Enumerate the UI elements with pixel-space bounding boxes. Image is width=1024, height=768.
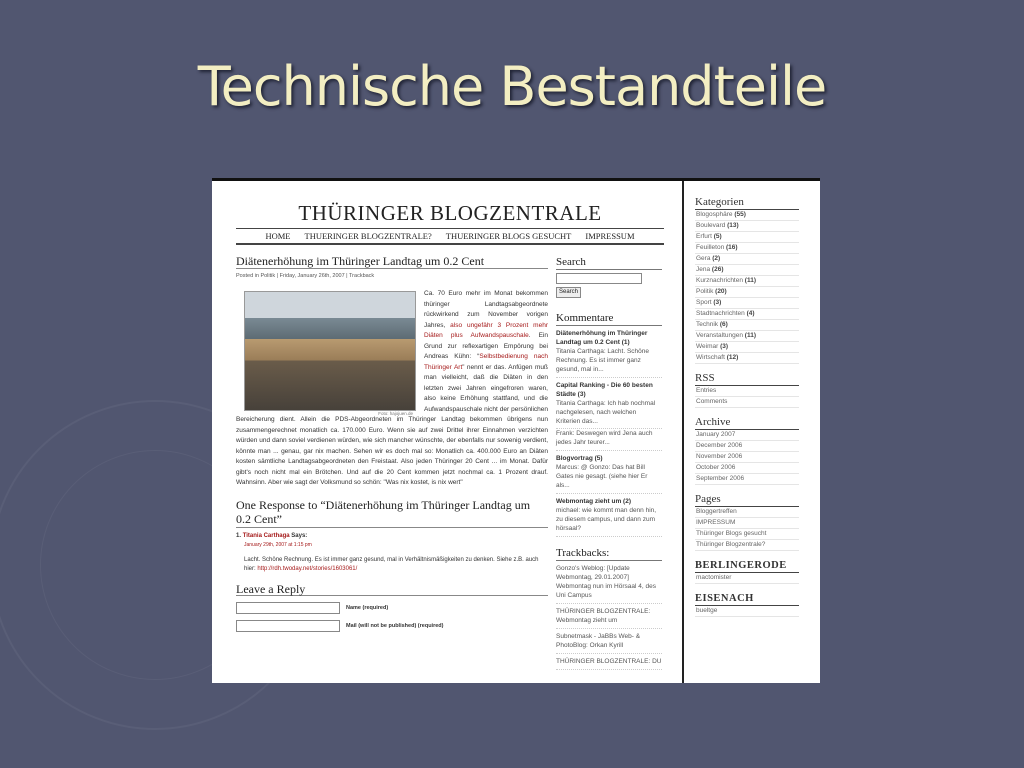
comment-item xyxy=(236,532,548,574)
reply-name-label: Name (required) xyxy=(346,604,389,611)
comment-date[interactable]: January 29th, 2007 at 1:15 pm xyxy=(244,541,312,548)
nav-blogs-gesucht[interactable]: THUERINGER BLOGS GESUCHT xyxy=(445,231,572,241)
comment-says: Says: xyxy=(291,532,308,539)
comment-snippet[interactable]: Titania Carthaga: Ich hab nochmal nachgelesen, nach welchen Kriterien das... xyxy=(556,400,656,425)
comment-post-title[interactable]: Capital Ranking - Die 60 besten Städte (3) xyxy=(556,382,653,398)
comment-snippet[interactable]: Marcus: @ Gonzo: Das hat Bill Gates nie gesagt. (siehe hier Er als... xyxy=(556,464,648,489)
post-photo xyxy=(244,291,416,416)
eisenach-title: EISENACH xyxy=(695,592,799,606)
trackback-item[interactable]: THÜRINGER BLOGZENTRALE: Webmontag zieht um xyxy=(556,607,662,629)
kategorien-title: Kategorien xyxy=(695,196,799,210)
archive-item[interactable]: December 2006 xyxy=(695,441,799,452)
archive-item[interactable]: January 2007 xyxy=(695,430,799,441)
comments-title: Kommentare xyxy=(556,312,662,326)
blog-name[interactable]: THÜRINGER BLOGZENTRALE xyxy=(298,201,602,225)
category-item[interactable]: Sport (3) xyxy=(695,298,799,309)
comment-snippet[interactable]: Titania Carthaga: Lacht. Schöne Rechnung. Es ist immer ganz gesund, mal in... xyxy=(556,348,649,373)
archive-title: Archive xyxy=(695,416,799,430)
category-item[interactable]: Wirtschaft (12) xyxy=(695,353,799,364)
middle-column xyxy=(556,256,662,673)
page-item[interactable]: IMPRESSUM xyxy=(695,518,799,529)
comment-post-title[interactable]: Blogvortrag (5) xyxy=(556,455,603,462)
category-item[interactable]: Feuilleton (16) xyxy=(695,243,799,254)
category-item[interactable]: Kurznachrichten (11) xyxy=(695,276,799,287)
trackback-item[interactable]: Gonzo's Weblog: [Update Webmontag, 29.01.2007] Webmontag nun im Hörsaal 4, des Uni Campus xyxy=(556,564,662,604)
comment-author[interactable]: Titania Carthaga xyxy=(242,532,290,539)
post-link-diaeten[interactable]: also ungefähr 3 Prozent mehr Diäten plus Aufwandspauschale xyxy=(424,321,548,339)
category-item[interactable]: Stadtnachrichten (4) xyxy=(695,309,799,320)
search-input[interactable] xyxy=(556,273,642,284)
responses-title: One Response to “Diätenerhöhung im Thüringer Landtag um 0.2 Cent” xyxy=(236,498,548,528)
rss-title: RSS xyxy=(695,372,799,386)
blog-main-area xyxy=(212,181,684,683)
comment-post-title[interactable]: Diätenerhöhung im Thüringer Landtag um 0.2 Cent (1) xyxy=(556,330,648,346)
comment-snippet[interactable]: michael: wie kommt man denn hin, zu diesem campus, und dann zum hörsaal? xyxy=(556,507,657,532)
blog-nav xyxy=(236,228,664,245)
post-text: Ca. 70 Euro mehr im Monat bekommen thüringer Landtagsabgeordnete rückwirkend zum November vorigen Jahres, also ungefähr 3 Prozent mehr Diäten plus Aufwandspauschale. Ein Grund zur reflexartigen Empörung bei Andreas Kühn: “Selbstbedienung nach Thüringer Art” nennt er das. Anfügen muß man vielleicht, daß die Diäten in den letzten zwei Jahren eingefroren waren, also keine Erhöhung stattfand, und die Aufwandspauschale nicht der persönlichen Bereicherung dient. Allein die PDS-Abgeordneten im Thüringer Landtag bekommen übrigens nun zusammengerechnet monatlich ca. 170.000 Euro. Wenn sie auf zwei Drittel ihrer Einnahmen verzichten würden und dann soviel verdienen würden, wie sich mancher wünschte, der ebenfalls nur sowenig verdient, könnte man ... genau, gar nix machen. Sehen wir es doch mal so: Monatlich ca. 400.000 Euro an Diäten kosten sämtliche Landtagsabgeordneten den Freistaat. Also jeden Thüringer 20 Cent ... im Monat. Dafür gibt's noch nicht mal ein Brötchen. Und auf die 20 Cent kommen jetzt nochmal ca. 1 Prozent drauf. Wahnsinn. Aber wie sagt der Volksmund so schön: "Was nix kostet, is nix wert" xyxy=(236,290,548,486)
eisenach-list xyxy=(695,606,820,617)
comment-number: 1. xyxy=(236,532,242,539)
category-item[interactable]: Jena (26) xyxy=(695,265,799,276)
page-item[interactable]: Thüringer Blogzentrale? xyxy=(695,540,799,551)
archive-item[interactable]: November 2006 xyxy=(695,452,799,463)
rss-comments-link[interactable]: Comments xyxy=(695,397,799,408)
category-item[interactable]: Weimar (3) xyxy=(695,342,799,353)
photo-caption: Foto: hajojuen.de xyxy=(378,410,413,416)
reply-mail-label: Mail (will not be published) (required) xyxy=(346,622,444,629)
blog-screenshot xyxy=(212,178,820,683)
post-link-selbstbedienung[interactable]: Selbstbedienung nach Thüringer Art xyxy=(424,353,548,371)
berlingerode-list xyxy=(695,573,820,584)
slide-title: Technische Bestandteile xyxy=(197,55,827,118)
category-item[interactable]: Blogosphäre (55) xyxy=(695,210,799,221)
archive-item[interactable]: October 2006 xyxy=(695,463,799,474)
post-title[interactable]: Diätenerhöhung im Thüringer Landtag um 0.2 Cent xyxy=(236,256,548,269)
archive-list xyxy=(695,430,820,485)
nav-home[interactable]: HOME xyxy=(265,231,291,241)
berlingerode-item[interactable]: mactomister xyxy=(695,573,799,584)
rss-entries-link[interactable]: Entries xyxy=(695,386,799,397)
reply-mail-input[interactable] xyxy=(236,620,340,632)
category-item[interactable]: Boulevard (13) xyxy=(695,221,799,232)
comment-snippet[interactable]: Frank: Deswegen wird Jena auch jedes Jahr teurer... xyxy=(556,428,662,447)
eisenach-item[interactable]: bueltge xyxy=(695,606,799,617)
nav-blogzentrale[interactable]: THUERINGER BLOGZENTRALE? xyxy=(304,231,432,241)
reply-name-input[interactable] xyxy=(236,602,340,614)
search-button[interactable]: Search xyxy=(556,287,581,298)
sidebar xyxy=(686,184,820,683)
post-body xyxy=(236,289,548,489)
berlingerode-title: BERLINGERODE xyxy=(695,559,799,573)
page-item[interactable]: Bloggertreffen xyxy=(695,507,799,518)
archive-item[interactable]: September 2006 xyxy=(695,474,799,485)
search-title: Search xyxy=(556,256,662,270)
comment-link[interactable]: http://rdh.twoday.net/stories/1603061/ xyxy=(257,565,358,572)
rss-list xyxy=(695,386,820,408)
leave-reply-title: Leave a Reply xyxy=(236,584,548,597)
post-column xyxy=(236,256,548,632)
category-item[interactable]: Veranstaltungen (11) xyxy=(695,331,799,342)
pages-list xyxy=(695,507,820,551)
category-item[interactable]: Gera (2) xyxy=(695,254,799,265)
category-item[interactable]: Erfurt (5) xyxy=(695,232,799,243)
reply-name-row xyxy=(236,602,548,614)
reply-mail-row xyxy=(236,620,548,632)
nav-impressum[interactable]: IMPRESSUM xyxy=(585,231,635,241)
pages-title: Pages xyxy=(695,493,799,507)
trackbacks-title: Trackbacks: xyxy=(556,547,662,561)
comment-post-title[interactable]: Webmontag zieht um (2) xyxy=(556,498,631,505)
category-item[interactable]: Technik (6) xyxy=(695,320,799,331)
trackback-item[interactable]: THÜRINGER BLOGZENTRALE: DU xyxy=(556,657,662,670)
trackback-item[interactable]: Subnetmask - JaBBs Web- & PhotoBlog: Orkan Kyrill xyxy=(556,632,662,654)
category-item[interactable]: Politik (20) xyxy=(695,287,799,298)
post-meta: Posted in Politik | Friday, January 26th, 2007 | Trackback xyxy=(236,272,375,279)
page-item[interactable]: Thüringer Blogs gesucht xyxy=(695,529,799,540)
comment-text: Lacht. Schöne Rechnung. Es ist immer ganz gesund, mal in Verhältnismäßigkeiten zu denken. Siehe z.B. auch hier: http://rdh.twoday.net/stories/1603061/ xyxy=(244,556,539,572)
kategorien-list xyxy=(695,210,820,364)
